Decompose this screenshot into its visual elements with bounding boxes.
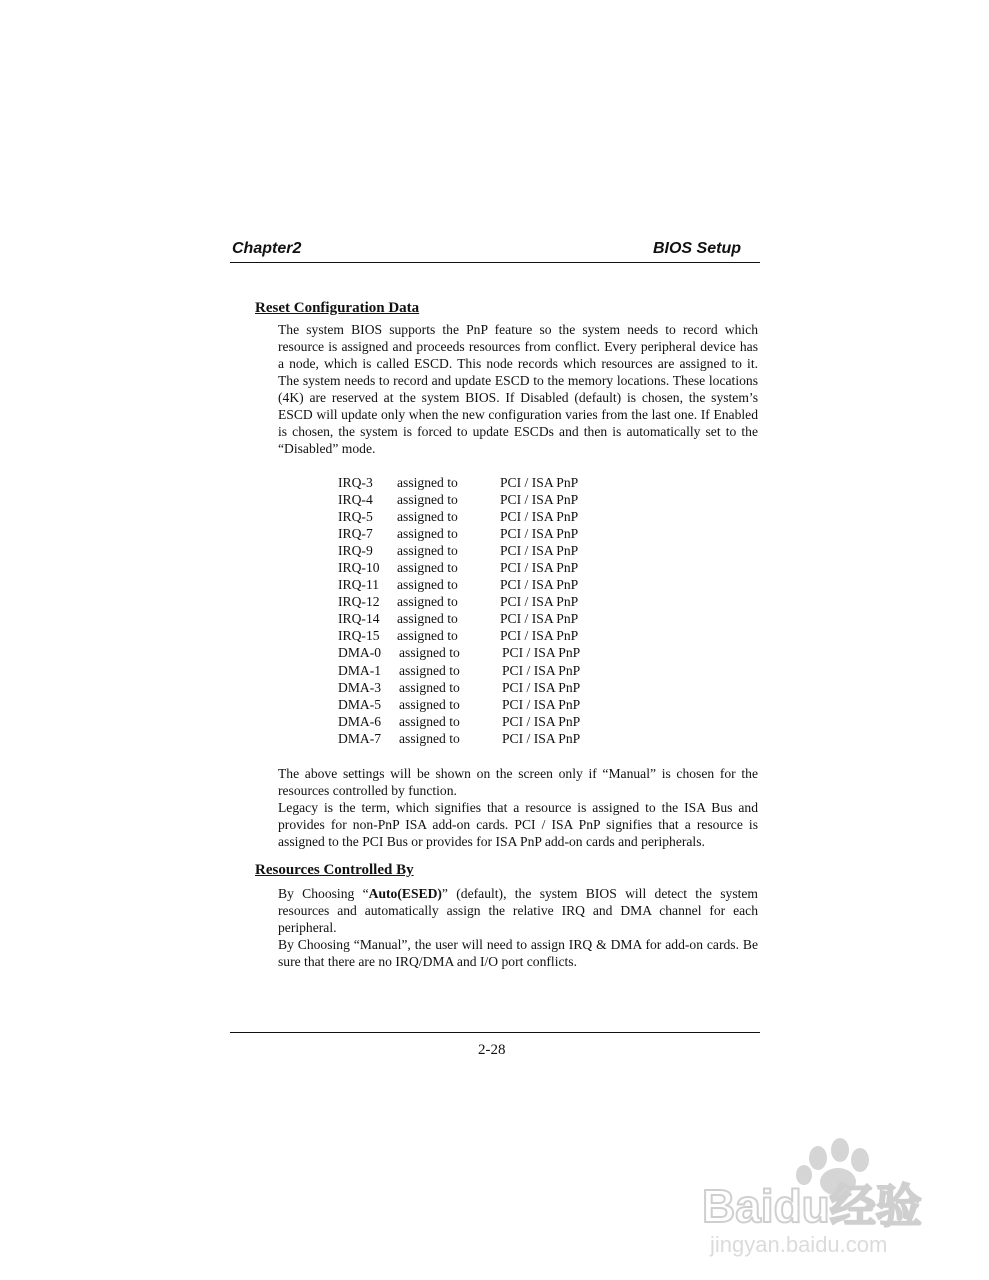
auto-suffix: ” (default), the system BIOS will detect the system resources and automatically assign the relative IRQ and DMA channel for each peripheral.: [278, 886, 758, 935]
manual-option-text: By Choosing “Manual”, the user will need to assign IRQ & DMA for add-on cards. Be sure that there are no IRQ/DMA and I/O port conflicts.: [278, 937, 758, 969]
section-title-reset-configuration: Reset Configuration Data: [255, 300, 420, 316]
auto-option-text: [278, 885, 758, 936]
legacy-note: Legacy is the term, which signifies that a resource is assigned to the ISA Bus and provides for non-PnP ISA add-on cards. PCI / ISA PnP signifies that a resource is assigned to the PCI Bus or provides for ISA PnP add-on cards and peripherals.: [278, 800, 758, 849]
assigned-cell: assigned to: [399, 696, 460, 712]
target-cell: PCI / ISA PnP: [502, 679, 581, 695]
assigned-cell: assigned to: [397, 543, 458, 559]
notes-block: [278, 765, 758, 850]
target-cell: PCI / ISA PnP: [500, 475, 579, 490]
table-row: [338, 593, 580, 610]
resource-cell: DMA-7: [338, 730, 382, 746]
table-row: [338, 662, 580, 679]
table-row: [338, 679, 580, 696]
section-label: BIOS Setup: [652, 240, 741, 257]
resource-cell: IRQ-14: [338, 611, 380, 627]
assigned-cell: assigned to: [397, 611, 458, 627]
assigned-cell: assigned to: [399, 645, 460, 661]
table-row: [338, 696, 580, 713]
target-cell: PCI / ISA PnP: [500, 560, 579, 576]
table-row: [338, 525, 580, 542]
resource-cell: DMA-6: [338, 713, 382, 729]
resource-cell: DMA-0: [338, 645, 382, 661]
assigned-cell: assigned to: [399, 662, 460, 678]
resource-cell: IRQ-4: [338, 492, 373, 508]
watermark-url: jingyan.baidu.com: [710, 1232, 888, 1257]
page-number: 2-28: [478, 1042, 506, 1058]
assigned-cell: assigned to: [397, 526, 458, 542]
table-row: [338, 730, 580, 747]
target-cell: PCI / ISA PnP: [500, 594, 579, 610]
target-cell: PCI / ISA PnP: [500, 492, 579, 508]
table-row: [338, 508, 580, 525]
table-row: [338, 491, 580, 508]
table-row: [338, 627, 580, 644]
target-cell: PCI / ISA PnP: [500, 577, 579, 593]
resource-cell: IRQ-7: [338, 526, 373, 542]
watermark-logo-text: Baidu经验: [702, 1180, 922, 1232]
target-cell: PCI / ISA PnP: [502, 696, 581, 712]
assigned-cell: assigned to: [397, 492, 458, 508]
resource-cell: IRQ-10: [338, 560, 380, 576]
assigned-cell: assigned to: [397, 475, 458, 490]
target-cell: PCI / ISA PnP: [502, 645, 581, 661]
chapter-label: Chapter2: [232, 240, 302, 257]
resource-cell: IRQ-11: [338, 577, 380, 593]
table-row: [338, 542, 580, 559]
table-row: [338, 474, 580, 491]
auto-option-name: Auto(ESED): [368, 886, 442, 901]
assigned-cell: assigned to: [397, 509, 458, 525]
assigned-cell: assigned to: [399, 713, 460, 729]
target-cell: PCI / ISA PnP: [502, 713, 581, 729]
resource-cell: DMA-1: [338, 662, 382, 678]
target-cell: PCI / ISA PnP: [500, 509, 579, 525]
resource-cell: IRQ-9: [338, 543, 373, 559]
resource-cell: IRQ-15: [338, 628, 380, 644]
target-cell: PCI / ISA PnP: [500, 628, 579, 644]
resource-cell: IRQ-3: [338, 475, 373, 490]
section-title-resources-controlled: Resources Controlled By: [255, 862, 414, 878]
assigned-cell: assigned to: [397, 628, 458, 644]
assigned-cell: assigned to: [397, 594, 458, 610]
resource-cell: DMA-3: [338, 679, 382, 695]
manual-note: The above settings will be shown on the screen only if “Manual” is chosen for the resources controlled by function.: [278, 766, 758, 798]
target-cell: PCI / ISA PnP: [500, 543, 579, 559]
resource-cell: IRQ-12: [338, 594, 380, 610]
table-row: [338, 713, 580, 730]
table-row: [338, 576, 580, 593]
target-cell: PCI / ISA PnP: [502, 662, 581, 678]
table-row: [338, 644, 580, 661]
page-header: [230, 240, 760, 263]
assigned-cell: assigned to: [397, 560, 458, 576]
table-row: [338, 559, 580, 576]
table-row: [338, 610, 580, 627]
target-cell: PCI / ISA PnP: [502, 730, 581, 746]
reset-configuration-body: The system BIOS supports the PnP feature so the system needs to record which resource is assigned and proceeds resources from conflict. Every peripheral device has a node, which is called ESCD. This node records which resources are assigned to it. The system needs to record and update ESCD to the memory locations. These locations (4K) are reserved at the system BIOS. If Disabled (default) is chosen, the system’s ESCD will update only when the new configuration varies from the last one. If Enabled is chosen, the system is forced to update ESCDs and then is automatically set to the “Disabled” mode.: [278, 322, 758, 456]
assigned-cell: assigned to: [399, 730, 460, 746]
target-cell: PCI / ISA PnP: [500, 611, 579, 627]
resource-assignment-table: [338, 474, 580, 747]
baidu-watermark: [700, 1130, 940, 1260]
auto-prefix: By Choosing “: [278, 886, 369, 901]
resources-controlled-description: [278, 885, 758, 970]
resource-cell: DMA-5: [338, 696, 382, 712]
reset-configuration-description: [278, 321, 758, 457]
target-cell: PCI / ISA PnP: [500, 526, 579, 542]
resource-cell: IRQ-5: [338, 509, 373, 525]
assigned-cell: assigned to: [399, 679, 460, 695]
footer-rule: [230, 1032, 760, 1033]
assigned-cell: assigned to: [397, 577, 458, 593]
